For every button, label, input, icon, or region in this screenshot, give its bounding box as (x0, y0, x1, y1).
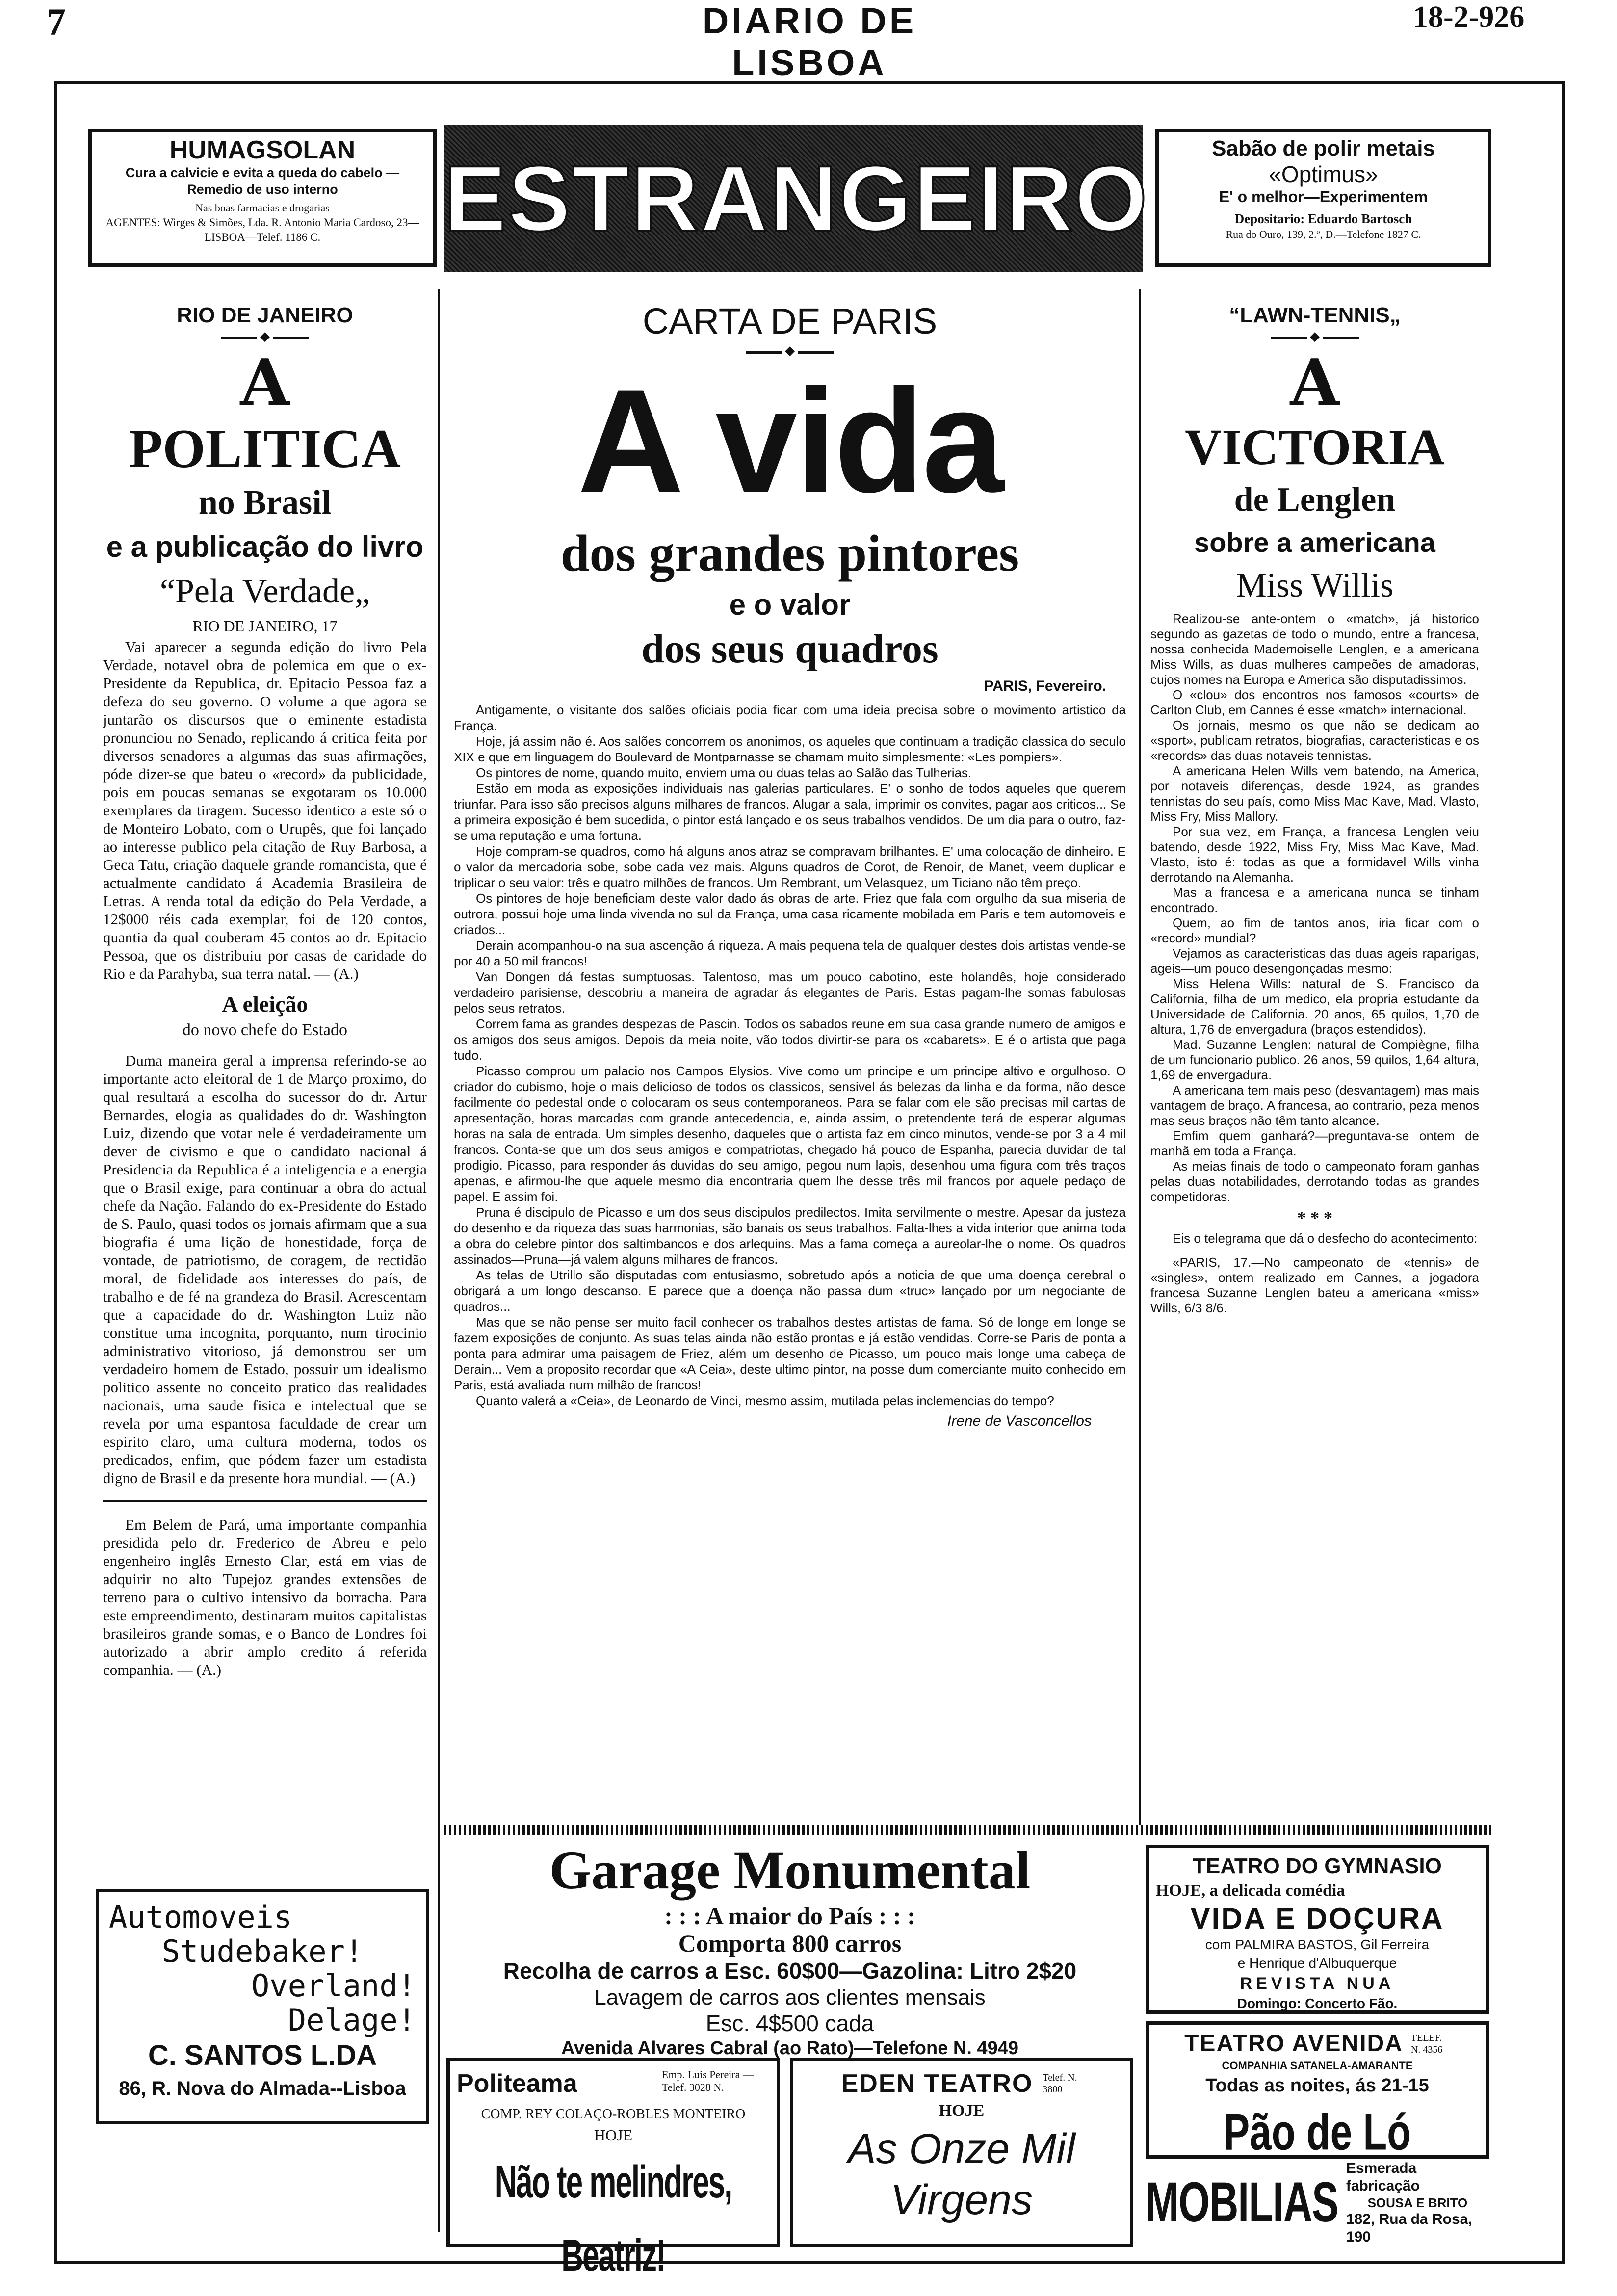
garage-line5: Esc. 4$500 cada (705, 2010, 874, 2036)
gymnasio-line4: REVISTA NUA (1240, 1974, 1395, 1993)
gymnasio-line3: e Henrique d'Albuquerque (1237, 1956, 1397, 1971)
garage-line3: Recolha de carros a Esc. 60$00—Gazolina: Litro 2$20 (503, 1958, 1077, 1983)
left-headline-c: no Brasil (198, 484, 332, 522)
gymnasio-line5: Domingo: Concerto Fão. (1237, 1996, 1398, 2011)
left-headline-b: POLITICA (129, 418, 401, 479)
left-body-2: Duma maneira geral a imprensa referindo-se ao importante acto eleitoral de 1 de Março proximo, do qual resultará a escolha do sucessor do dr. Artur Bernardes, elogia as qualidades do dr. Washington Luiz, dizendo que votar nele é verdadeiramente um dever de civismo e que o candidato nacional á Presidencia da Republica é a inteligencia e a energia que o Brasil exige, para continuar a obra do actual chefe da Nação. Falando do ex-Presidente do Estado de S. Paulo, quasi todos os jornais afirmam que a sua biografia é uma lição de honestidade, força de vontade, de patriotismo, de coragem, de rectidão moral, de fidelidade aos interesses do país, de trabalho e de fé na grandeza do Brasil. Acrescentam que a capacidade do dr. Washington Luiz não constitue uma incognita, porquanto, num tirocinio administrativo vitorioso, já demonstrou ser um verdadeiro homem de Estado, possuir um idealismo politico assente no conceito pratico das realidades nacionais, uma saude fisica e intelectual que se revela por uma espantosa faculdade de crear um espirito claro, uma cultura moderna, todos os predicados, enfim, que pódem fazer um estadista digno de Brasil e da presente hora mundial. — (A.) (103, 1052, 427, 1487)
left-body-1: Vai aparecer a segunda edição do livro Pela Verdade, notavel obra de polemica em que o ex-Presidente da Republica, dr. Epitacio Pessoa faz a defeza do seu governo. O volume a que agora se juntarão os discursos que o eminente estadista pronunciou no Senado, replicando á critica feita por diversos senadores a algumas das suas afirmações, póde dizer-se que bateu o «record» da publicidade, pois em poucas semanas se exgotaram os 10.000 exemplares da tiragem. Sucesso identico a este só o de Monteiro Lobato, com o Urupês, que foi lançado ao interesse publico pela citação de Ruy Barbosa, a Geca Tatu, criação daquele grande romancista, que é actualmente candidato á Academia Brasileira de Letras. A renda total da edição do Pela Verdade, a 12$000 réis cada exemplar, foi de 120 contos, quantia da qual couberam 45 contos ao dr. Epitacio Pessoa, que os distribuiu por casas de caridade do Rio e da Parahyba, sua terra natal. — (A.) (103, 638, 427, 982)
gymnasio-line2: com PALMIRA BASTOS, Gil Ferreira (1205, 1937, 1430, 1952)
eden-ad (790, 2058, 1133, 2247)
eden-header (800, 2068, 1123, 2099)
right-telegram-intro: Eis o telegrama que dá o desfecho do acontecimento: (1173, 1231, 1478, 1246)
automoveis-line3: Overland! (251, 1968, 416, 2004)
humagsolan-line2: Nas boas farmacias e drogarias (195, 202, 330, 214)
humagsolan-title: HUMAGSOLAN (169, 136, 356, 164)
automoveis-line1: Automoveis (109, 1899, 292, 1935)
right-paragraph: Os jornais, mesmo os que não se dedicam ao «sport», publicam retratos, biografias, caracteristicas e os «records» das duas notaveis tennistas. (1150, 718, 1479, 763)
center-body (454, 702, 1126, 1409)
left-headline-e: “Pela Verdade„ (159, 573, 370, 610)
right-paragraph: Por sua vez, em França, a francesa Lenglen veiu batendo, desde 1922, Miss Fry, Miss Mac Kave, Mad. Vlasto, isto é: todas as que a formidavel Wills vinha derrotando na Alemanha. (1150, 824, 1479, 885)
optimus-line1: Sabão de polir metais (1212, 136, 1435, 160)
left-divider (103, 1500, 427, 1502)
left-sub-subtitle: do novo chefe do Estado (182, 1021, 348, 1039)
right-headline-d: sobre a americana (1194, 527, 1435, 558)
right-paragraph: A americana Helen Wills vem batendo, na America, por notaveis diferenças, desde 1924, as grandes tennistas do seu país, como Miss Mac Kave, Mad. Vlasto, Miss Fry, Miss Mallory. (1150, 763, 1479, 824)
right-paragraph: Mad. Suzanne Lenglen: natural de Compiègne, filha de um funcionario publico. 26 anos, 59 quilos, 1,64 altura, 1,69 de envergadura. (1150, 1037, 1479, 1082)
center-paragraph: As telas de Utrillo são disputadas com entusiasmo, sobretudo após a noticia de que uma doença cerebral o obrigará a um longo descanso. E parece que a doença não passa dum «truc» lançado por um negociante de quadros... (454, 1268, 1126, 1314)
center-dateline: PARIS, Fevereiro. (984, 678, 1106, 694)
right-paragraph: Mas a francesa e a americana nunca se tinham encontrado. (1150, 885, 1479, 915)
automoveis-ad (96, 1889, 429, 2124)
column-rule-left (438, 289, 440, 2232)
automoveis-line2: Studebaker! (161, 1933, 364, 1969)
center-headline-a: A vida (577, 358, 1002, 523)
avenida-play: Pão de Ló (1223, 2104, 1411, 2161)
left-subtitle: A eleição (222, 991, 308, 1017)
left-headline-d: e a publicação do livro (106, 530, 424, 563)
page-number: 7 (47, 0, 66, 43)
automoveis-line6: 86, R. Nova do Almada--Lisboa (119, 2078, 406, 2099)
left-body-3: Em Belem de Pará, uma importante companhia presidida pelo dr. Frederico de Abreu e pelo engenheiro inglês Ernesto Clar, está em vias de adquirir no alto Tupejoz grandes extensões de terreno para o cultivo intensivo da borracha. Para este empreendimento, destinaram muitos capitalistas brasileiros grande somas, e o Banco de Londres foi autorizado a abrir amplo credito á referida companhia. — (A.) (103, 1516, 427, 1678)
section-title-banner (444, 125, 1149, 272)
right-headline-e: Miss Willis (1236, 567, 1394, 604)
center-headline-d: dos seus quadros (641, 626, 939, 672)
gymnasio-line1: HOJE, a delicada comédia (1156, 1881, 1345, 1900)
center-paragraph: Os pintores de hoje beneficiam deste valor dado ás obras de arte. Friez que fala com orgulho da sua miseria de outrora, possui hoje uma linda vivenda no sul da França, uma casa ricamente mobilada em Paris e tem automoveis e criados... (454, 891, 1126, 937)
mobilias-details (1346, 2160, 1489, 2246)
right-paragraph: O «clou» dos encontros nos famosos «courts» de Carlton Club, em Cannes é esse «match» internacional. (1150, 687, 1479, 717)
right-kicker: “LAWN-TENNIS„ (1229, 303, 1401, 327)
center-paragraph: Antigamente, o visitante dos salões oficiais podia ficar com uma ideia precisa sobre o movimento artistico da França. (454, 703, 1126, 733)
center-article (454, 299, 1126, 1431)
right-paragraph: Emfim quem ganhará?—preguntava-se ontem de manhã em toda a França. (1150, 1128, 1479, 1158)
center-kicker: CARTA DE PARIS (642, 301, 938, 341)
eden-play-1: As Onze Mil (848, 2125, 1075, 2172)
humagsolan-ad (88, 129, 437, 267)
automoveis-line5: C. SANTOS L.DA (148, 2039, 377, 2071)
issue-date: 18-2-926 (1413, 0, 1525, 34)
left-dateline: RIO DE JANEIRO, 17 (192, 617, 338, 635)
optimus-line5: Rua do Ouro, 139, 2.º, D.—Telefone 1827 C. (1226, 228, 1421, 240)
garage-line6: Avenida Alvares Cabral (ao Rato)—Telefone N. 4949 (561, 2038, 1018, 2059)
left-kicker: RIO DE JANEIRO (177, 303, 353, 327)
politeama-ad (446, 2058, 780, 2281)
section-title: ESTRANGEIRO (444, 147, 1149, 251)
newspaper-name: DIARIO DE LISBOA (702, 0, 917, 83)
column-rule-right (1139, 289, 1141, 1827)
center-paragraph: Derain acompanhou-o na sua ascenção á riqueza. A mais pequena tela de qualquer destes dois artistas vende-se por 40 a 50 mil francos! (454, 938, 1126, 968)
avenida-company: COMPANHIA SATANELA-AMARANTE (1222, 2060, 1413, 2072)
avenida-line1: Todas as noites, ás 21-15 (1205, 2075, 1429, 2096)
optimus-line2: «Optimus» (1269, 161, 1378, 187)
center-paragraph: Quanto valerá a «Ceia», de Leonardo de Vinci, mesmo assim, mutilada pelas inclemencias do tempo? (476, 1393, 1054, 1408)
avenida-title: TEATRO AVENIDA (1184, 2031, 1403, 2057)
center-paragraph: Pruna é discipulo de Picasso e um dos seus discipulos predilectos. Imita servilmente o mestre. Apesar da justeza do desenho e da riqueza das suas harmonias, são banais os seus trabalhos. Falta-lhes a vida interior que anima toda a obra do celebre pintor dos saltimbancos e dos arlequins. Mas a fama começa a aureolar-lhe o nome. Os quadros assinados—Pruna—já valem alguns milhares de francos. (454, 1205, 1126, 1267)
center-paragraph: Van Dongen dá festas sumptuosas. Talentoso, mas um pouco cabotino, este holandês, hoje considerado verdadeiro parisiense, descobriu a maneira de agradar ás elegantes de Paris. Estas pagam-lhe somas fabulosas pelos seus retratos. (454, 969, 1126, 1016)
center-paragraph: Os pintores de nome, quando muito, enviem uma ou duas telas ao Salão das Tulherias. (476, 765, 972, 780)
politeama-emp: Emp. Luis Pereira — Telef. 3028 N. (662, 2068, 754, 2093)
center-paragraph: Mas que se não pense ser muito facil conhecer os trabalhos destes artistas de fama. Só de longe em longe se fazem exposições de conjunto. As suas telas ainda não estão prontas e já estão vendidas. Corre-se Paris de ponta a ponta para admirar uma paisagem de Friez, além um desenho de Picasso, um pouco mais longe uma cabeça de Derain... Vem a proposito recordar que «A Ceia», deste ultimo pintor, na posse dum comerciante muito conhecido em Paris, está avaliada num milhão de francos! (454, 1315, 1126, 1392)
right-telegram: «PARIS, 17.—No campeonato de «tennis» de «singles», ontem realizado em Cannes, a jogadora francesa Suzanne Lenglen bateu a americana «miss» Wills, 6/3 8/6. (1150, 1255, 1479, 1315)
politeama-header (457, 2068, 770, 2099)
garage-ad (444, 1839, 1136, 2059)
right-headline-b: VICTORIA (1185, 419, 1445, 475)
mobilias-line1: Esmerada fabricação (1346, 2160, 1420, 2194)
center-paragraph: Picasso comprou um palacio nos Campos Elysios. Vive como um principe e um principe altivo e orgulhoso. O criador do cubismo, hoje o mais delicioso de todos os classicos, sensivel ás belezas da linha e da forma, não desce facilmente do pedestal onde o colocaram os seus contemporaneos. Para se falar com ele são precisas mil cartas de apresentação, horas marcadas com grande antecedencia, e, ainda assim, o pretendente terá de esperar algumas horas na sala de entrada. Um simples desenho, daqueles que o artista faz em cinco minutos, vende-se por 3 a 4 mil francos. Conta-se que um dos seus amigos e compatriotas, chegado há pouco de Espanha, parecia duvidar de tal prodigio. Picasso, para responder ás duvidas do seu amigo, pegou num lapis, desenhou uma figura com três traços apenas, e afirmou-lhe que aquele mesmo dia encontraria quem lhe desse três mil francos por aquele pedaço de papel. E assim foi. (454, 1064, 1126, 1204)
eden-name: EDEN TEATRO (841, 2069, 1033, 2098)
eden-play-2: Virgens (890, 2176, 1033, 2223)
gymnasio-play: VIDA E DOÇURA (1190, 1902, 1444, 1935)
humagsolan-line1: Cura a calvicie e evita a queda do cabelo — Remedio de uso interno (125, 165, 400, 197)
garage-title: Garage Monumental (549, 1840, 1031, 1900)
center-signature: Irene de Vasconcellos (947, 1413, 1092, 1429)
right-paragraph: Quem, ao fim de tantos anos, iria ficar com o «record» mundial? (1150, 915, 1479, 945)
right-paragraph: Realizou-se ante-ontem o «match», já historico segundo as gazetas de todo o mundo, entre a francesa, nossa conhecida Mademoiselle Lenglen, e a americana Miss Wills, as duas mulheres campeões de amadoras, cujos nomes na Europa e America são disputadissimos. (1150, 611, 1479, 687)
right-stars: * * * (1297, 1208, 1332, 1227)
automoveis-line4: Delage! (287, 2002, 416, 2038)
garage-line2: Comporta 800 carros (678, 1930, 902, 1957)
humagsolan-line3: AGENTES: Wirges & Simões, Lda. R. Antonio Maria Cardoso, 23—LISBOA—Telef. 1186 C. (105, 216, 419, 243)
right-paragraph: As meias finais de todo o campeonato foram ganhas pelas duas notabilidades, derrotando todas as grandes competidoras. (1150, 1159, 1479, 1204)
avenida-ad (1146, 2021, 1489, 2159)
garage-line1: : : : A maior do País : : : (664, 1902, 915, 1930)
avenida-header (1156, 2030, 1479, 2058)
politeama-play: Não te melindres, Beatriz! (495, 2157, 732, 2281)
center-paragraph: Hoje, já assim não é. Aos salões concorrem os anonimos, os aqueles que continuam a tradição classica do seculo XIX e que em linguagem do Boulevard de Montparnasse se chamam muito simplesmente: «Les pompiers». (454, 734, 1126, 764)
center-paragraph: Estão em moda as exposições individuais nas galerias particulares. E' o sonho de todos aqueles que querem triunfar. Para isso são precisos alguns milhares de francos. Alugar a sala, imprimir os convites, pagar aos criticos... Se a primeira exposição é bem sucedida, o pintor está lançado e os seus trabalhos vendidos. De um dia para o outro, faz-se uma reputação e uma fortuna. (454, 781, 1126, 843)
garage-stripe (444, 1825, 1494, 1835)
optimus-ad (1155, 129, 1491, 267)
garage-line4: Lavagem de carros aos clientes mensais (594, 1985, 986, 2009)
right-paragraph: Vejamos as caracteristicas das duas ageis raparigas, ageis—um pouco desengonçadas mesmo: (1150, 946, 1479, 976)
mobilias-name: MOBILIAS (1146, 2171, 1338, 2234)
politeama-company: COMP. REY COLAÇO-ROBLES MONTEIRO (481, 2107, 746, 2122)
right-article (1150, 302, 1479, 1316)
right-body (1150, 611, 1479, 1204)
center-paragraph: Hoje compram-se quadros, como há alguns anos atraz se compravam brilhantes. E' uma colocação de dinheiro. E o valor da mercadoria sobe, sobe cada vez mais. Alguns quadros de Corot, de Renoir, de Manet, veem duplicar e triplicar o seu valor: três e quatro milhões de francos. Um Rembrant, um Velasquez, um Ticiano não têm preço. (454, 844, 1126, 890)
eden-hoje: HOJE (939, 2102, 985, 2120)
politeama-hoje: HOJE (594, 2126, 633, 2144)
left-article (103, 302, 427, 1679)
right-headline-a: A (1290, 345, 1340, 420)
gymnasio-ad (1146, 1845, 1489, 2014)
right-paragraph: A americana tem mais peso (desvantagem) mas mais vantagem de braço. A francesa, ao contrario, peza menos mas seus braços não têm tanto alcance. (1150, 1083, 1479, 1128)
center-paragraph: Correm fama as grandes despezas de Pascin. Todos os sabados reune em sua casa grande numero de amigos e os amigos dos seus amigos. Depois da meia noite, vão todos divirtir-se para os «cabarets». E é o artista que paga tudo. (454, 1017, 1126, 1063)
optimus-line4: Depositario: Eduardo Bartosch (1234, 211, 1412, 226)
left-ornament (221, 337, 309, 339)
page-header (0, 0, 1617, 83)
politeama-name: Politeama (457, 2069, 577, 2098)
center-headline-c: e o valor (729, 588, 851, 621)
mobilias-line3: 182, Rua da Rosa, 190 (1346, 2211, 1472, 2245)
center-ornament (746, 351, 834, 354)
gymnasio-title: TEATRO DO GYMNASIO (1193, 1854, 1442, 1878)
right-paragraph: Miss Helena Wills: natural de S. Francisco da California, filha de um medico, ela propria estudante da Universidade de California. 20 anos, 65 quilos, 1,70 de altura, 1,76 de envergadura (braços estendidos). (1150, 976, 1479, 1037)
center-headline-b: dos grandes pintores (560, 524, 1019, 582)
mobilias-line2: SOUSA E BRITO (1367, 2195, 1468, 2210)
right-ornament (1271, 337, 1359, 339)
right-headline-c: de Lenglen (1234, 481, 1396, 519)
avenida-telef: TELEF. N. 4356 (1410, 2033, 1443, 2055)
mobilias-ad (1146, 2160, 1489, 2245)
left-headline-a: A (240, 345, 290, 420)
optimus-line3: E' o melhor—Experimentem (1219, 188, 1428, 206)
eden-telef: Telef. N. 3800 (1043, 2072, 1077, 2095)
